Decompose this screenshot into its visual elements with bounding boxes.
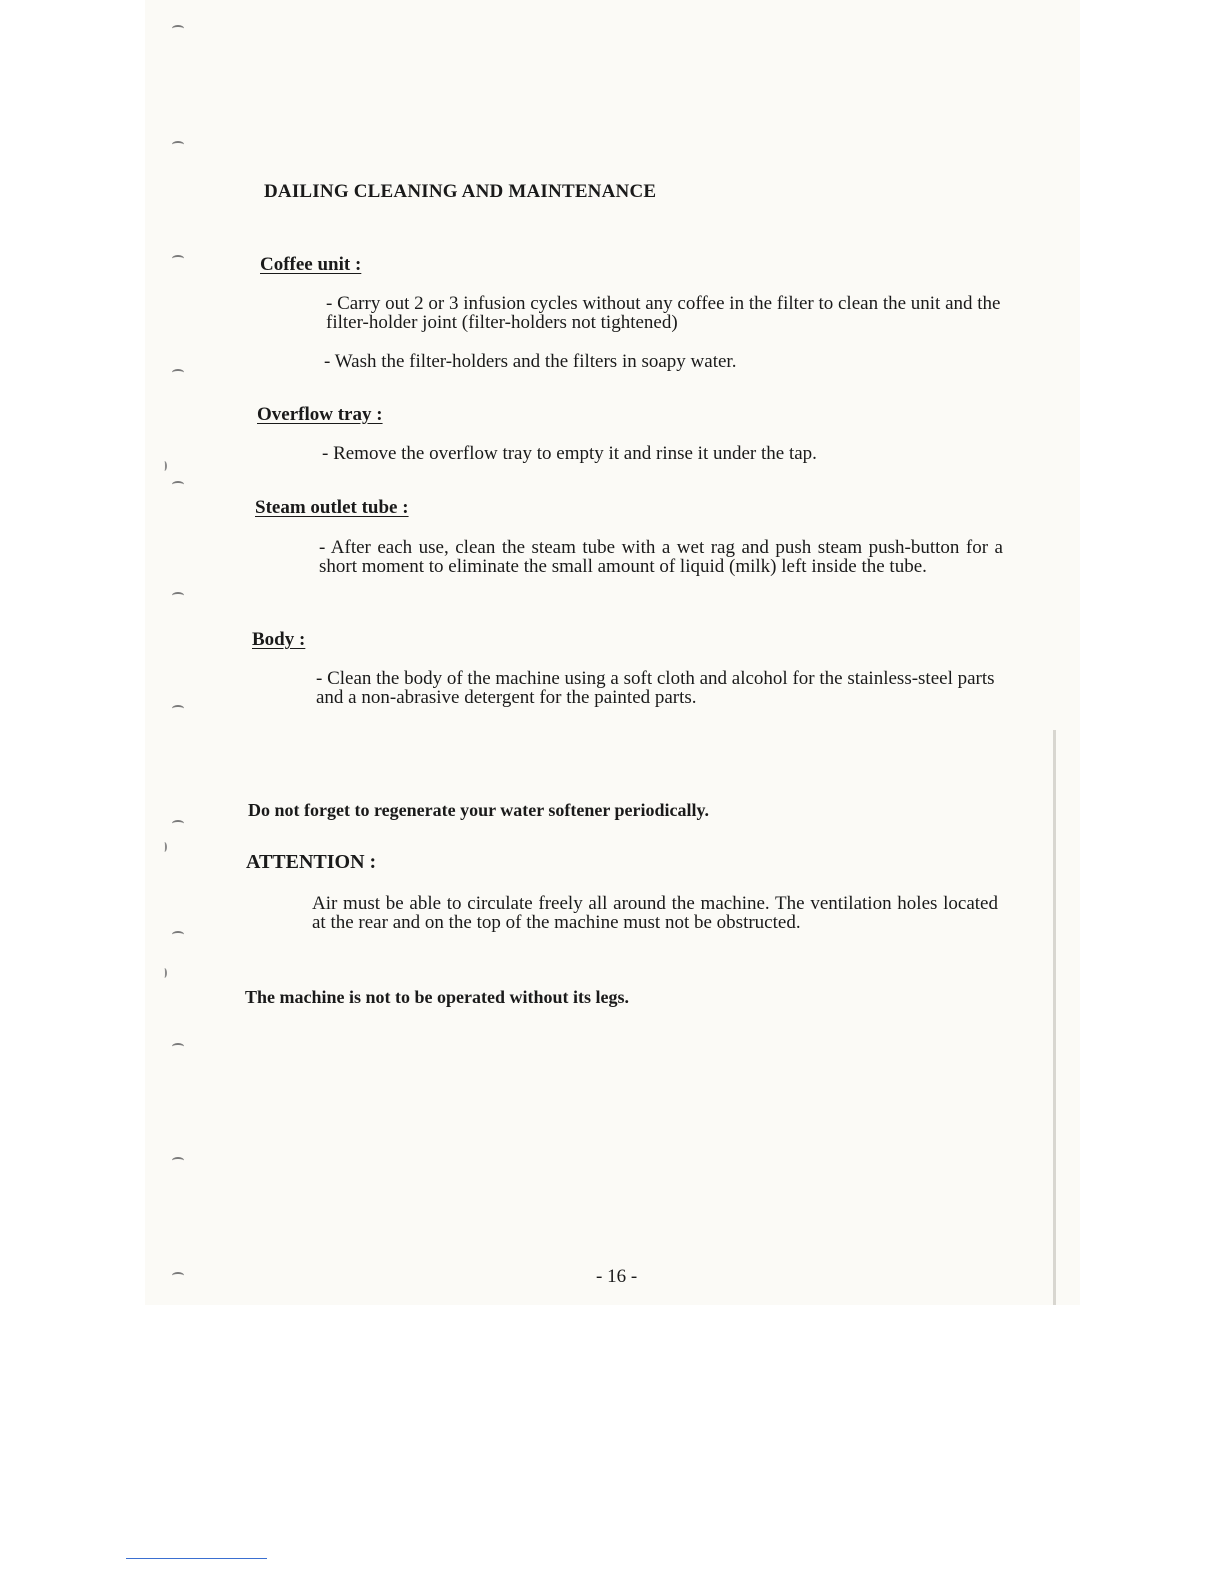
binder-hole-mark (172, 369, 184, 376)
overflow-tray-instruction: - Remove the overflow tray to empty it and rinse it under the tap. (322, 443, 817, 464)
attention-text: Air must be able to circulate freely all around the machine. The ventilation holes located at the rear and on the top of the machine must not be obstructed. (312, 893, 998, 933)
binder-hole-mark (172, 592, 184, 599)
page-edge-shadow (1053, 730, 1056, 1305)
binder-hole-mark (172, 820, 184, 827)
binder-hole-mark (172, 1157, 184, 1164)
legs-warning: The machine is not to be operated without its legs. (245, 987, 629, 1007)
binder-hole-mark (172, 705, 184, 712)
body-instruction: - Clean the body of the machine using a soft cloth and alcohol for the stainless-steel parts and a non-abrasive detergent for the painted parts. (316, 668, 995, 708)
section-heading-coffee-unit: Coffee unit : (260, 254, 362, 275)
binder-hole-mark (172, 1043, 184, 1050)
binder-hole-mark (172, 481, 184, 488)
page-number: - 16 - (596, 1266, 638, 1287)
binder-hole-mark (172, 255, 184, 262)
binder-hole-mark (172, 1272, 184, 1279)
steam-tube-instruction: - After each use, clean the steam tube with a wet rag and push steam push-button for a short moment to eliminate the small amount of liquid (milk) left inside the tube. (319, 537, 1003, 577)
margin-tick-mark (162, 842, 167, 852)
binder-hole-mark (172, 931, 184, 938)
coffee-unit-instruction-2: - Wash the filter-holders and the filters in soapy water. (324, 351, 737, 372)
binder-hole-mark (172, 141, 184, 148)
page-title: DAILING CLEANING AND MAINTENANCE (264, 181, 657, 202)
binder-hole-mark (172, 25, 184, 32)
section-heading-overflow-tray: Overflow tray : (257, 404, 383, 425)
section-heading-steam-outlet-tube: Steam outlet tube : (255, 497, 409, 518)
margin-tick-mark (162, 968, 167, 978)
margin-tick-mark (162, 461, 167, 471)
attention-heading: ATTENTION : (246, 851, 377, 873)
section-heading-body: Body : (252, 629, 306, 650)
coffee-unit-instruction-1: - Carry out 2 or 3 infusion cycles without any coffee in the filter to clean the unit and the filter-holder joint (filter-holders not tightened) (326, 293, 1001, 333)
water-softener-reminder: Do not forget to regenerate your water softener periodically. (248, 800, 710, 820)
bottom-divider (126, 1558, 267, 1559)
